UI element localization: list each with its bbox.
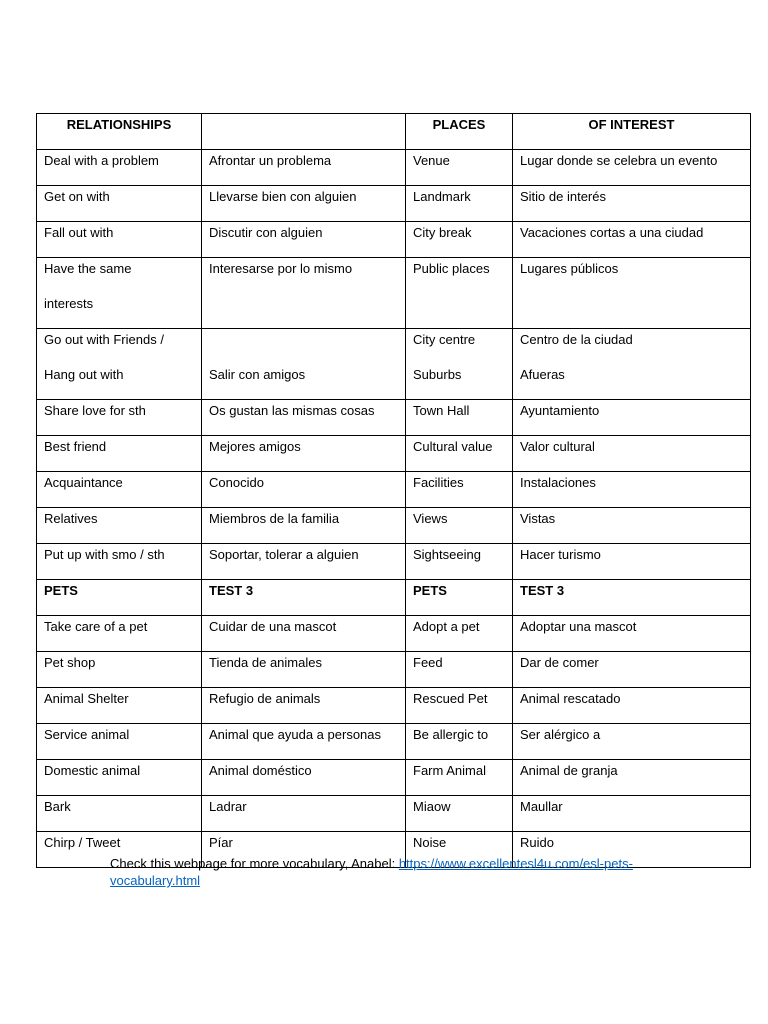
cell-text: Afueras (520, 367, 565, 382)
table-cell (202, 688, 406, 724)
cell-text: Ayuntamiento (520, 403, 600, 418)
table-cell (406, 724, 513, 760)
cell-text: Bark (44, 799, 71, 814)
header-blank (202, 114, 406, 150)
table-cell (406, 222, 513, 258)
table-cell (37, 186, 202, 222)
cell-text: Miaow (413, 799, 451, 814)
cell-text: Maullar (520, 799, 563, 814)
table-cell (37, 222, 202, 258)
table-cell (513, 580, 751, 616)
table-row (37, 222, 751, 258)
table-cell (37, 472, 202, 508)
table-cell (406, 688, 513, 724)
table-row (37, 400, 751, 436)
cell-text: Sitio de interés (520, 189, 606, 204)
table-row (37, 652, 751, 688)
table-cell (406, 508, 513, 544)
table-cell (406, 652, 513, 688)
table-cell (406, 580, 513, 616)
table-row (37, 472, 751, 508)
table-cell (513, 222, 751, 258)
cell-text: Go out with Friends / (44, 332, 164, 347)
table-cell (513, 150, 751, 186)
table-cell (202, 186, 406, 222)
cell-text: Soportar, tolerar a alguien (209, 547, 359, 562)
table-cell (513, 436, 751, 472)
table-row (37, 688, 751, 724)
cell-text: Adopt a pet (413, 619, 480, 634)
table-cell (37, 760, 202, 796)
cell-text: Facilities (413, 475, 464, 490)
table-row (37, 796, 751, 832)
cell-text: Instalaciones (520, 475, 596, 490)
cell-text: Sightseeing (413, 547, 481, 562)
cell-text: Town Hall (413, 403, 470, 418)
table-cell (513, 508, 751, 544)
table-row (37, 150, 751, 186)
cell-text: Lugares públicos (520, 261, 619, 276)
cell-text: Best friend (44, 439, 107, 454)
header-places: PLACES (406, 114, 513, 150)
table-cell (406, 472, 513, 508)
table-cell (202, 616, 406, 652)
cell-text: Chirp / Tweet (44, 835, 121, 850)
table-header-row (37, 114, 751, 150)
table-cell (513, 258, 751, 329)
table-cell (513, 400, 751, 436)
table-cell (202, 436, 406, 472)
cell-text: City centre (413, 332, 476, 347)
cell-text: Hacer turismo (520, 547, 601, 562)
cell-text: Pet shop (44, 655, 96, 670)
table-cell (37, 400, 202, 436)
table-cell (202, 580, 406, 616)
cell-text: Farm Animal (413, 763, 486, 778)
cell-text: Animal Shelter (44, 691, 129, 706)
cell-text: Hang out with (44, 367, 124, 382)
cell-text: Noise (413, 835, 447, 850)
link-line-1: https://www.excellentesl4u.com/esl-pets- (398, 856, 633, 871)
cell-text: Have the same (44, 261, 132, 276)
cell-text: Vistas (520, 511, 556, 526)
cell-text: TEST 3 (520, 583, 565, 598)
table-cell (202, 508, 406, 544)
table-row (37, 616, 751, 652)
table-cell (406, 436, 513, 472)
table-cell (513, 186, 751, 222)
cell-text: Mejores amigos (209, 439, 301, 454)
cell-text: Conocido (209, 475, 264, 490)
cell-text: Discutir con alguien (209, 225, 323, 240)
table-cell (406, 796, 513, 832)
table-cell (406, 186, 513, 222)
cell-text: PETS (44, 583, 78, 598)
table-cell (37, 258, 202, 329)
table-cell (406, 400, 513, 436)
cell-text: Feed (413, 655, 443, 670)
cell-text: Relatives (44, 511, 98, 526)
cell-text: Os gustan las mismas cosas (209, 403, 375, 418)
table-row (37, 760, 751, 796)
cell-text: Deal with a problem (44, 153, 159, 168)
table-cell (513, 616, 751, 652)
cell-text (209, 329, 398, 364)
footer-note (110, 855, 670, 889)
cell-text: Interesarse por lo mismo (209, 261, 353, 276)
table-cell (37, 652, 202, 688)
table-cell (513, 652, 751, 688)
table-cell (37, 688, 202, 724)
cell-text: Dar de comer (520, 655, 599, 670)
table-cell (513, 329, 751, 400)
table-cell (202, 652, 406, 688)
table-cell (37, 580, 202, 616)
table-cell (513, 544, 751, 580)
table-cell (513, 472, 751, 508)
table-cell (202, 472, 406, 508)
cell-text: Refugio de animals (209, 691, 321, 706)
table-row (37, 258, 751, 329)
table-cell (406, 760, 513, 796)
table-cell (202, 400, 406, 436)
cell-text: Landmark (413, 189, 471, 204)
table-cell (406, 150, 513, 186)
cell-text: Put up with smo / sth (44, 547, 165, 562)
cell-text: Animal doméstico (209, 763, 312, 778)
table-cell (37, 329, 202, 400)
cell-text: Public places (413, 261, 490, 276)
table-cell (513, 760, 751, 796)
table-cell (202, 150, 406, 186)
cell-text: Animal de granja (520, 763, 618, 778)
table-cell (37, 724, 202, 760)
table-cell (37, 508, 202, 544)
footer-text: Check this webpage for more vocabulary, Anabel: (110, 856, 399, 871)
cell-text: Take care of a pet (44, 619, 148, 634)
table-cell (513, 688, 751, 724)
table-row (37, 724, 751, 760)
table-cell (202, 258, 406, 329)
table-cell (37, 436, 202, 472)
cell-text: Afrontar un problema (209, 153, 332, 168)
table-cell (202, 760, 406, 796)
table-cell (37, 150, 202, 186)
cell-text: City break (413, 225, 472, 240)
table-row (37, 329, 751, 400)
vocabulary-table (36, 113, 751, 868)
table-cell (37, 796, 202, 832)
table-cell (406, 258, 513, 329)
cell-text: Acquaintance (44, 475, 123, 490)
cell-text: Cuidar de una mascot (209, 619, 337, 634)
table-cell (37, 616, 202, 652)
table-row (37, 508, 751, 544)
cell-text: Rescued Pet (413, 691, 488, 706)
cell-text: Ser alérgico a (520, 727, 601, 742)
cell-text: interests (44, 296, 94, 311)
cell-text: Píar (209, 835, 233, 850)
table-cell (513, 724, 751, 760)
header-relationships: RELATIONSHIPS (37, 114, 202, 150)
cell-text: Ruido (520, 835, 554, 850)
cell-text: PETS (413, 583, 447, 598)
cell-text: Fall out with (44, 225, 114, 240)
table-cell (513, 796, 751, 832)
cell-text: Salir con amigos (209, 367, 306, 382)
cell-text: Cultural value (413, 439, 493, 454)
table-cell (202, 796, 406, 832)
cell-text: Suburbs (413, 367, 462, 382)
cell-text: Miembros de la familia (209, 511, 340, 526)
table-cell (406, 544, 513, 580)
table-row (37, 544, 751, 580)
table-cell (202, 544, 406, 580)
cell-text: Service animal (44, 727, 130, 742)
cell-text: Views (413, 511, 448, 526)
table-cell (202, 222, 406, 258)
cell-text: Vacaciones cortas a una ciudad (520, 225, 704, 240)
cell-text: Llevarse bien con alguien (209, 189, 357, 204)
table-cell (406, 616, 513, 652)
cell-text: Ladrar (209, 799, 247, 814)
table-cell (406, 329, 513, 400)
table-cell (202, 329, 406, 400)
table-cell (202, 724, 406, 760)
cell-text: Get on with (44, 189, 110, 204)
table-row (37, 436, 751, 472)
cell-text: Venue (413, 153, 450, 168)
cell-text: Valor cultural (520, 439, 595, 454)
cell-text: Centro de la ciudad (520, 332, 633, 347)
cell-text: Be allergic to (413, 727, 489, 742)
table-body (37, 150, 751, 868)
table-cell (37, 544, 202, 580)
cell-text: TEST 3 (209, 583, 254, 598)
cell-text: Domestic animal (44, 763, 141, 778)
table-row (37, 186, 751, 222)
table-row (37, 580, 751, 616)
cell-text: Tienda de animales (209, 655, 322, 670)
header-of-interest: OF INTEREST (513, 114, 751, 150)
cell-text: Lugar donde se celebra un evento (520, 153, 718, 168)
cell-text: Share love for sth (44, 403, 146, 418)
cell-text: Animal rescatado (520, 691, 621, 706)
cell-text: Adoptar una mascot (520, 619, 637, 634)
cell-text: Animal que ayuda a personas (209, 727, 382, 742)
link-line-2: vocabulary.html (110, 873, 201, 888)
